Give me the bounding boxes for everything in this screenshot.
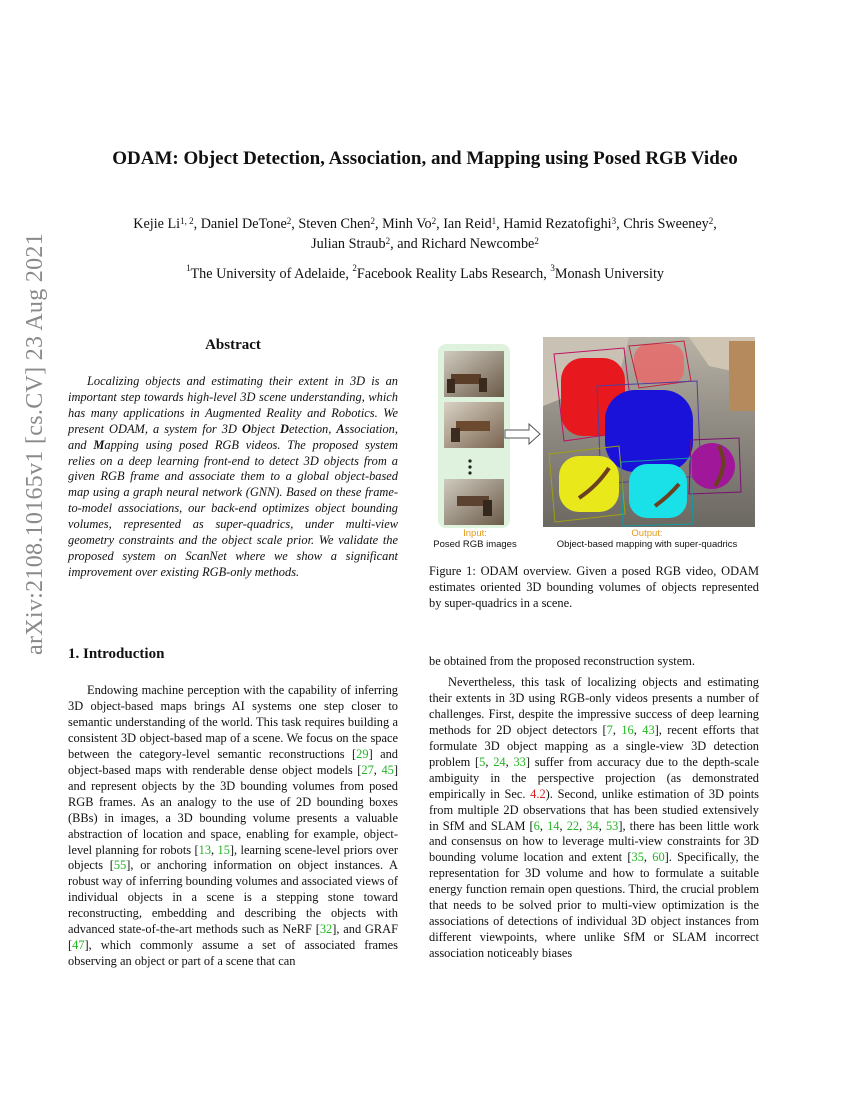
citation-link[interactable]: 16: [621, 722, 634, 737]
author-affil-mark: 2: [534, 236, 539, 246]
author-name: Steven Chen: [298, 216, 371, 232]
citation-link[interactable]: 14: [547, 818, 560, 833]
affil-mark: 2: [352, 263, 357, 273]
author-list: Kejie Li$^{1, 2}$, Daniel DeTone$^2$, Steven Chen$^2$, Minh Vo$^2$, Ian Reid$^1$, Hamid Rezatofighi$^3$, Chris Sweeney$^2$, Julian Straub$^2$, and Richard Newcombe$^2$: [133, 216, 717, 252]
input-label: Input: Posed RGB images: [433, 528, 517, 550]
citation-link[interactable]: 53: [605, 818, 619, 833]
intro-heading: 1. Introduction: [68, 646, 165, 662]
figure-1: [429, 336, 759, 554]
author-affil-mark: 2: [286, 216, 292, 226]
citation-link[interactable]: 35: [631, 850, 644, 865]
citation-link[interactable]: 13: [198, 842, 212, 857]
section-link[interactable]: 4.2: [530, 786, 546, 801]
intro-paragraph-2: Nevertheless, this task of localizing objects and estimating their extents in 3D using RGB-only videos presents a number of challenges. First, despite the impressive success of deep learning methods for 2D object detectors [7, 16, 43], recent efforts that formulate 3D object mapping as a single-view 3D detection problem [5, 24, 33] suffer from accuracy due to the depth-scale ambiguity in the perspective projection (as demonstrated empirically in Sec. 4.2). Second, unlike estimation of 3D points from multiple 2D observations that has been studied extensively in SfM and SLAM [6, 14, 22, 34, 53], there has been little work and consensus on how to leverage multi-view constraints for 3D bounding volume location and extent [35, 60]. Specifically, the representation for 3D volume and how to formulate a suitable energy function remain open questions. Third, the crucial problem that needs to be solved prior to multi-view optimization is the associations of detections of individual 3D object instances from different viewpoints, where unlike SfM or SLAM incorrect association noticeably biases: [429, 674, 760, 961]
abstract-heading: Abstract: [205, 337, 261, 353]
author-affil-mark: 2: [708, 216, 714, 226]
paper-title: ODAM: Object Detection, Association, and Mapping using Posed RGB Video: [112, 148, 738, 169]
author-name: Hamid Rezatofighi: [503, 216, 612, 232]
citation-link[interactable]: 60: [652, 850, 665, 865]
citation-link[interactable]: 47: [72, 938, 85, 953]
citation-link[interactable]: 27: [361, 762, 374, 777]
citation-link[interactable]: 6: [533, 818, 540, 833]
citation-link[interactable]: 29: [356, 746, 369, 761]
author-name: Chris Sweeney: [623, 216, 709, 232]
author-name: Ian Reid: [443, 216, 492, 232]
citation-link[interactable]: 55: [113, 858, 127, 873]
affil-name: Monash University: [554, 266, 665, 282]
intro-column-2: [429, 654, 759, 962]
citation-link[interactable]: 33: [513, 754, 526, 769]
author-affil-mark: 2: [385, 236, 391, 246]
figure-1-caption: Figure 1: ODAM overview. Given a posed RGB video, ODAM estimates oriented 3D bounding volumes of objects represented by super-quadrics in a scene.: [429, 564, 759, 610]
citation-link[interactable]: 7: [606, 722, 613, 737]
author-name: Minh Vo: [382, 216, 432, 232]
author-name: Kejie Li: [133, 216, 181, 232]
citation-link[interactable]: 22: [566, 818, 580, 833]
arxiv-sidebar-id: arXiv:2108.10165v1 [cs.CV] 23 Aug 2021: [22, 232, 48, 655]
affil-name: The University of Adelaide: [190, 266, 346, 282]
citation-link[interactable]: 15: [217, 842, 230, 857]
affiliations: $^1$The University of Adelaide, $^2$Facebook Reality Labs Research, $^3$Monash University: [185, 263, 665, 282]
intro-paragraph-1: Endowing machine perception with the capability of inferring 3D object-based maps brings AI systems one step closer to semantic understanding of the world. This task requires building a consistent 3D object-based map of a scene. We focus on the space between the category-level semantic reconstructions [29] and object-based maps with renderable dense object models [27, 45] and represent objects by the 3D bounding volumes from posed RGB frames. As an analogy to the use of 2D bounding boxes (BBs) in images, a 3D bounding volume presents a valuable abstraction of location and space, enabling for example, object-level planning for robots [13, 15], learning scene-level priors over objects [55], or anchoring information on object instances. A robust way of inferring bounding volumes and associated views of individual objects in a scene is a stepping stone toward reconstructing, embedding and describing the objects with advanced state-of-the-art methods such as NeRF [32], and GRAF [47], which commonly assume a set of associated frames observing an object or part of a scene that can: [68, 683, 399, 969]
affil-mark: 3: [550, 263, 555, 273]
abstract-body: Localizing objects and estimating their extent in 3D is an important step towards high-level 3D scene understanding, which has many applications in Augmented Reality and Robotics. We present ODAM, a system for 3D Object Detection, Association, and Mapping using posed RGB videos. The proposed system relies on a deep learning front-end to detect 3D objects from a given RGB frame and associate them to a global object-based map using a graph neural network (GNN). Based on these frame-to-model associations, our back-end optimizes object bounding volumes, represented as super-quadrics, under multi-view geometry constraints and the object scale prior. We validate the proposed system on ScanNet where we show a significant improvement over existing RGB-only methods.: [68, 374, 399, 579]
author-affil-mark: 2: [370, 216, 375, 226]
citation-link[interactable]: 5: [479, 754, 486, 769]
author-affil-mark: 1, 2: [180, 216, 194, 226]
arrow-icon: [505, 424, 540, 444]
author-name: Richard Newcombe: [421, 236, 535, 252]
author-name: Daniel DeTone: [200, 216, 287, 232]
author-affil-mark: 2: [431, 216, 437, 226]
author-name: Julian Straub: [311, 236, 386, 252]
output-label: Output: Object-based mapping with super-quadrics: [556, 528, 738, 550]
intro-column-1: [68, 683, 398, 970]
citation-link[interactable]: 45: [381, 762, 394, 777]
affil-name: Facebook Reality Labs Research: [356, 266, 544, 282]
citation-link[interactable]: 32: [319, 922, 333, 937]
citation-link[interactable]: 34: [586, 818, 599, 833]
author-affil-mark: 3: [611, 216, 617, 226]
citation-link[interactable]: 43: [642, 722, 655, 737]
citation-link[interactable]: 24: [493, 754, 506, 769]
author-affil-mark: 1: [491, 216, 497, 226]
figure-1-graphic: [429, 336, 759, 554]
intro-paragraph-continued: be obtained from the proposed reconstruction system.: [429, 654, 695, 668]
affil-mark: 1: [185, 263, 191, 273]
